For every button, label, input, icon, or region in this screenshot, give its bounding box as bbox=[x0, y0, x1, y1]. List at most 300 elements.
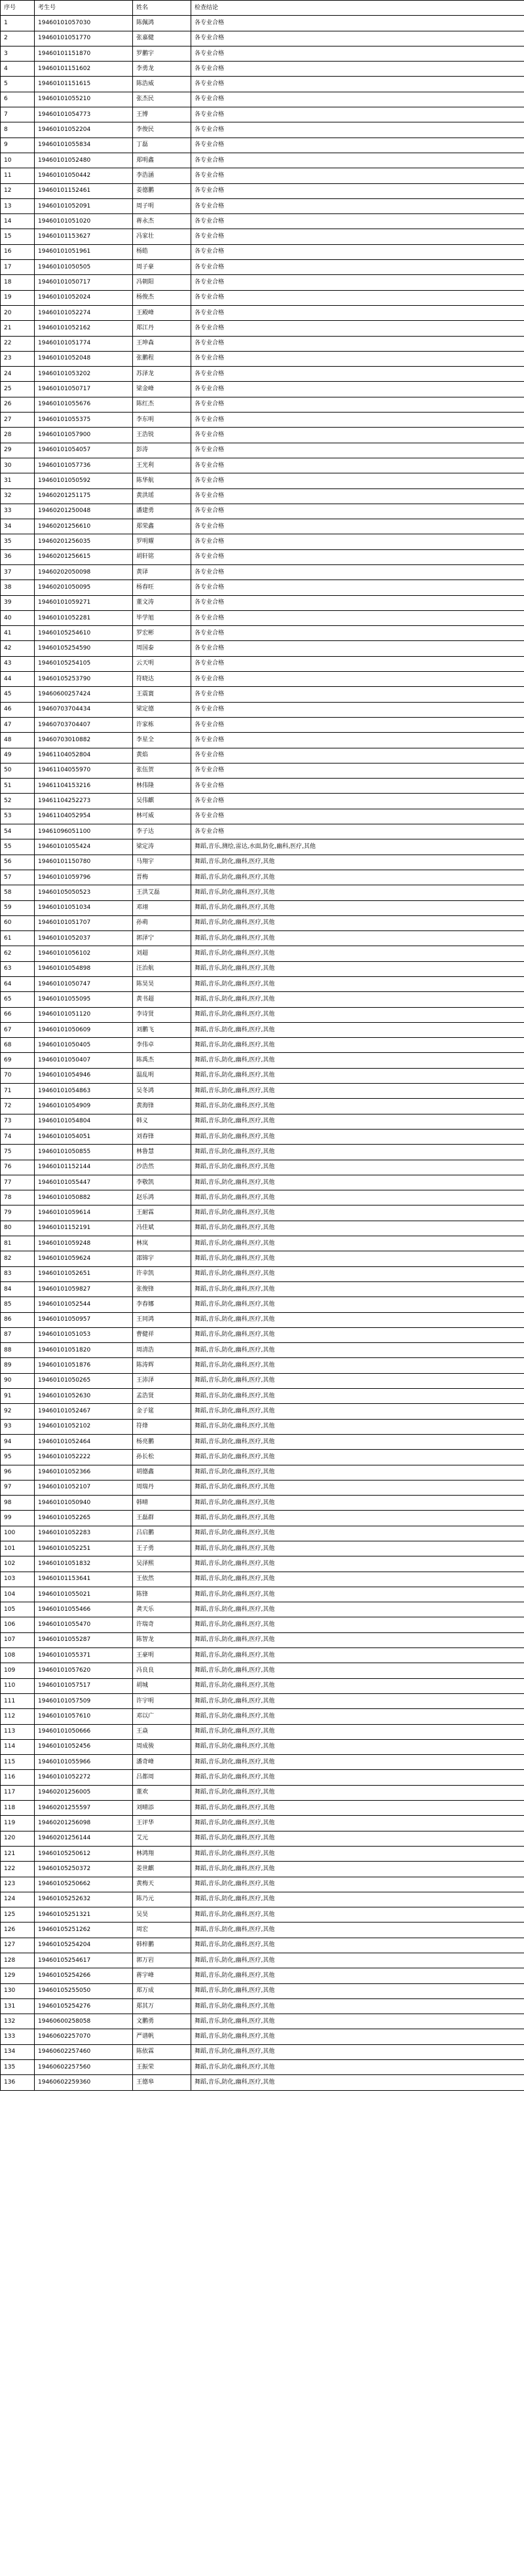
cell-conclusion: 舞蹈,音乐,防化,幽科,医疗,其他 bbox=[191, 1862, 524, 1877]
table-row bbox=[1, 138, 524, 153]
table-row bbox=[1, 397, 524, 412]
cell-candidate-no: 19460101055834 bbox=[35, 138, 133, 153]
cell-index: 23 bbox=[1, 351, 35, 366]
table-row bbox=[1, 1297, 524, 1312]
cell-conclusion: 各专业合格 bbox=[191, 580, 524, 595]
cell-index: 39 bbox=[1, 595, 35, 610]
cell-conclusion: 各专业合格 bbox=[191, 351, 524, 366]
cell-name: 许宇明 bbox=[133, 1693, 191, 1708]
cell-conclusion: 舞蹈,音乐,防化,幽科,医疗,其他 bbox=[191, 1648, 524, 1663]
cell-name: 周子豪 bbox=[133, 260, 191, 275]
cell-name: 郭泽宁 bbox=[133, 931, 191, 946]
cell-candidate-no: 19460105250372 bbox=[35, 1862, 133, 1877]
cell-conclusion: 舞蹈,音乐,防化,幽科,医疗,其他 bbox=[191, 1205, 524, 1221]
table-row bbox=[1, 839, 524, 855]
cell-name: 冯佳斌 bbox=[133, 1221, 191, 1236]
cell-candidate-no: 19460600258058 bbox=[35, 2014, 133, 2029]
cell-conclusion: 各专业合格 bbox=[191, 595, 524, 610]
cell-index: 109 bbox=[1, 1663, 35, 1678]
cell-name: 黄焰 bbox=[133, 748, 191, 763]
cell-name: 严谱帆 bbox=[133, 2029, 191, 2044]
cell-name: 汪治航 bbox=[133, 961, 191, 976]
cell-candidate-no: 19460101051053 bbox=[35, 1327, 133, 1342]
cell-candidate-no: 19460101052162 bbox=[35, 321, 133, 336]
cell-name: 蒋宇峰 bbox=[133, 1968, 191, 1983]
table-row bbox=[1, 1373, 524, 1388]
cell-conclusion: 各专业合格 bbox=[191, 488, 524, 504]
cell-index: 98 bbox=[1, 1496, 35, 1511]
cell-name: 陈红杰 bbox=[133, 397, 191, 412]
cell-index: 134 bbox=[1, 2044, 35, 2059]
cell-candidate-no: 19460101057736 bbox=[35, 458, 133, 473]
cell-candidate-no: 19460105255050 bbox=[35, 1983, 133, 1998]
cell-candidate-no: 19460101050717 bbox=[35, 275, 133, 290]
cell-name: 冯朝阳 bbox=[133, 275, 191, 290]
cell-candidate-no: 19460201255597 bbox=[35, 1801, 133, 1816]
cell-conclusion: 各专业合格 bbox=[191, 626, 524, 641]
cell-index: 50 bbox=[1, 763, 35, 778]
cell-name: 张俊锋 bbox=[133, 1281, 191, 1297]
table-row bbox=[1, 855, 524, 870]
cell-name: 王豪明 bbox=[133, 1648, 191, 1663]
table-row bbox=[1, 1892, 524, 1907]
cell-candidate-no: 19460101055447 bbox=[35, 1175, 133, 1190]
cell-index: 93 bbox=[1, 1419, 35, 1434]
table-row bbox=[1, 641, 524, 656]
table-row bbox=[1, 260, 524, 275]
cell-name: 陈昊昊 bbox=[133, 977, 191, 992]
cell-name: 韩晴 bbox=[133, 1496, 191, 1511]
cell-name: 许家栋 bbox=[133, 717, 191, 732]
cell-conclusion: 舞蹈,音乐,防化,幽科,医疗,其他 bbox=[191, 931, 524, 946]
table-row bbox=[1, 1251, 524, 1266]
cell-candidate-no: 19460201050095 bbox=[35, 580, 133, 595]
cell-conclusion: 各专业合格 bbox=[191, 564, 524, 580]
cell-candidate-no: 19460105253790 bbox=[35, 672, 133, 687]
cell-index: 40 bbox=[1, 610, 35, 625]
cell-candidate-no: 19460101059796 bbox=[35, 870, 133, 885]
cell-name: 林伟隆 bbox=[133, 779, 191, 794]
cell-candidate-no: 19460101050505 bbox=[35, 260, 133, 275]
cell-candidate-no: 19460600257424 bbox=[35, 687, 133, 702]
cell-name: 刘春锋 bbox=[133, 1129, 191, 1144]
table-row bbox=[1, 305, 524, 320]
header-row bbox=[1, 1, 524, 16]
cell-candidate-no: 19460602257070 bbox=[35, 2029, 133, 2044]
cell-name: 李伟卓 bbox=[133, 1038, 191, 1053]
cell-candidate-no: 19460101055466 bbox=[35, 1602, 133, 1617]
cell-name: 李勇龙 bbox=[133, 62, 191, 77]
cell-candidate-no: 19460101050592 bbox=[35, 473, 133, 488]
cell-conclusion: 舞蹈,音乐,防化,幽科,医疗,其他 bbox=[191, 1251, 524, 1266]
cell-index: 20 bbox=[1, 305, 35, 320]
cell-name: 李俊民 bbox=[133, 122, 191, 138]
cell-candidate-no: 19460101052544 bbox=[35, 1297, 133, 1312]
cell-candidate-no: 19460101055676 bbox=[35, 397, 133, 412]
header-name: 姓名 bbox=[133, 1, 191, 16]
cell-name: 林岚 bbox=[133, 1236, 191, 1251]
cell-name: 陈禹杰 bbox=[133, 1053, 191, 1068]
cell-candidate-no: 19460101052651 bbox=[35, 1266, 133, 1281]
cell-index: 135 bbox=[1, 2060, 35, 2075]
cell-name: 文鹏勇 bbox=[133, 2014, 191, 2029]
cell-name: 梁定涛 bbox=[133, 839, 191, 855]
header-index: 序号 bbox=[1, 1, 35, 16]
cell-candidate-no: 19460101052464 bbox=[35, 1434, 133, 1449]
table-row bbox=[1, 2060, 524, 2075]
cell-candidate-no: 19460105254590 bbox=[35, 641, 133, 656]
cell-name: 王沛泽 bbox=[133, 1373, 191, 1388]
cell-name: 周国泰 bbox=[133, 641, 191, 656]
cell-candidate-no: 19460101151602 bbox=[35, 62, 133, 77]
table-row bbox=[1, 1831, 524, 1846]
cell-conclusion: 各专业合格 bbox=[191, 31, 524, 46]
cell-candidate-no: 19460101054804 bbox=[35, 1114, 133, 1129]
cell-conclusion: 舞蹈,音乐,防化,幽科,医疗,其他 bbox=[191, 1953, 524, 1968]
cell-candidate-no: 19460101052281 bbox=[35, 610, 133, 625]
cell-conclusion: 各专业合格 bbox=[191, 397, 524, 412]
cell-index: 38 bbox=[1, 580, 35, 595]
cell-conclusion: 各专业合格 bbox=[191, 656, 524, 671]
cell-index: 4 bbox=[1, 62, 35, 77]
table-row bbox=[1, 977, 524, 992]
cell-conclusion: 各专业合格 bbox=[191, 260, 524, 275]
cell-index: 58 bbox=[1, 885, 35, 900]
cell-name: 吕都周 bbox=[133, 1770, 191, 1785]
cell-conclusion: 舞蹈,音乐,防化,幽科,医疗,其他 bbox=[191, 1343, 524, 1358]
table-row bbox=[1, 564, 524, 580]
cell-index: 76 bbox=[1, 1160, 35, 1175]
cell-conclusion: 舞蹈,音乐,防化,幽科,医疗,其他 bbox=[191, 1998, 524, 2014]
cell-candidate-no: 19460101054773 bbox=[35, 107, 133, 122]
cell-index: 14 bbox=[1, 214, 35, 229]
cell-index: 126 bbox=[1, 1923, 35, 1938]
cell-candidate-no: 19460101051120 bbox=[35, 1007, 133, 1022]
cell-candidate-no: 19460101050717 bbox=[35, 382, 133, 397]
cell-index: 55 bbox=[1, 839, 35, 855]
cell-index: 114 bbox=[1, 1739, 35, 1754]
cell-index: 26 bbox=[1, 397, 35, 412]
cell-index: 47 bbox=[1, 717, 35, 732]
table-row bbox=[1, 1266, 524, 1281]
cell-conclusion: 各专业合格 bbox=[191, 16, 524, 31]
table-row bbox=[1, 1281, 524, 1297]
cell-index: 75 bbox=[1, 1145, 35, 1160]
cell-index: 90 bbox=[1, 1373, 35, 1388]
cell-candidate-no: 19460101057900 bbox=[35, 428, 133, 443]
cell-name: 张杰民 bbox=[133, 92, 191, 107]
cell-name: 陈华航 bbox=[133, 473, 191, 488]
cell-candidate-no: 19460101051774 bbox=[35, 336, 133, 351]
cell-index: 100 bbox=[1, 1526, 35, 1541]
cell-name: 冯良良 bbox=[133, 1663, 191, 1678]
cell-conclusion: 舞蹈,音乐,防化,幽科,医疗,其他 bbox=[191, 1038, 524, 1053]
cell-name: 金子筵 bbox=[133, 1404, 191, 1419]
cell-candidate-no: 19460101052091 bbox=[35, 198, 133, 213]
cell-candidate-no: 19460101055021 bbox=[35, 1587, 133, 1602]
table-row bbox=[1, 62, 524, 77]
cell-candidate-no: 19460101054863 bbox=[35, 1084, 133, 1099]
cell-conclusion: 舞蹈,音乐,防化,幽科,医疗,其他 bbox=[191, 1907, 524, 1923]
table-row bbox=[1, 1877, 524, 1892]
cell-index: 57 bbox=[1, 870, 35, 885]
cell-candidate-no: 19460105252632 bbox=[35, 1892, 133, 1907]
cell-candidate-no: 19460602257560 bbox=[35, 2060, 133, 2075]
cell-index: 62 bbox=[1, 946, 35, 961]
cell-candidate-no: 19460101054909 bbox=[35, 1099, 133, 1114]
cell-index: 45 bbox=[1, 687, 35, 702]
cell-conclusion: 舞蹈,音乐,防化,幽科,医疗,其他 bbox=[191, 900, 524, 915]
table-row bbox=[1, 1526, 524, 1541]
cell-index: 22 bbox=[1, 336, 35, 351]
cell-conclusion: 各专业合格 bbox=[191, 534, 524, 549]
table-row bbox=[1, 931, 524, 946]
table-row bbox=[1, 183, 524, 198]
table-row bbox=[1, 1617, 524, 1632]
cell-conclusion: 舞蹈,音乐,防化,幽科,医疗,其他 bbox=[191, 1022, 524, 1037]
table-row bbox=[1, 1602, 524, 1617]
cell-conclusion: 舞蹈,音乐,防化,幽科,医疗,其他 bbox=[191, 1434, 524, 1449]
cell-candidate-no: 19460101050882 bbox=[35, 1190, 133, 1205]
cell-name: 王洪艾磊 bbox=[133, 885, 191, 900]
cell-name: 符晓达 bbox=[133, 672, 191, 687]
cell-index: 117 bbox=[1, 1785, 35, 1800]
table-row bbox=[1, 687, 524, 702]
table-row bbox=[1, 1693, 524, 1708]
cell-index: 124 bbox=[1, 1892, 35, 1907]
cell-candidate-no: 19460101054051 bbox=[35, 1129, 133, 1144]
cell-index: 19 bbox=[1, 290, 35, 305]
table-row bbox=[1, 717, 524, 732]
cell-name: 王耐霖 bbox=[133, 1205, 191, 1221]
cell-index: 127 bbox=[1, 1938, 35, 1953]
cell-name: 艾元 bbox=[133, 1831, 191, 1846]
cell-candidate-no: 19460101052102 bbox=[35, 1419, 133, 1434]
cell-index: 133 bbox=[1, 2029, 35, 2044]
cell-name: 胡德鑫 bbox=[133, 1465, 191, 1480]
cell-conclusion: 舞蹈,音乐,防化,幽科,医疗,其他 bbox=[191, 1846, 524, 1861]
cell-conclusion: 各专业合格 bbox=[191, 809, 524, 824]
table-row bbox=[1, 885, 524, 900]
table-row bbox=[1, 31, 524, 46]
table-row bbox=[1, 443, 524, 458]
cell-conclusion: 舞蹈,音乐,防化,幽科,医疗,其他 bbox=[191, 946, 524, 961]
table-row bbox=[1, 428, 524, 443]
table-row bbox=[1, 2075, 524, 2090]
cell-candidate-no: 19460201256610 bbox=[35, 519, 133, 534]
cell-candidate-no: 19460101050405 bbox=[35, 1038, 133, 1053]
table-row bbox=[1, 168, 524, 183]
cell-conclusion: 各专业合格 bbox=[191, 214, 524, 229]
table-row bbox=[1, 198, 524, 213]
cell-candidate-no: 19460201256098 bbox=[35, 1816, 133, 1831]
cell-index: 43 bbox=[1, 656, 35, 671]
cell-name: 吴昊 bbox=[133, 1907, 191, 1923]
table-row bbox=[1, 1785, 524, 1800]
cell-index: 79 bbox=[1, 1205, 35, 1221]
cell-name: 董文涛 bbox=[133, 595, 191, 610]
table-row bbox=[1, 1175, 524, 1190]
table-row bbox=[1, 1327, 524, 1342]
cell-conclusion: 舞蹈,音乐,防化,幽科,医疗,其他 bbox=[191, 1541, 524, 1556]
table-row bbox=[1, 992, 524, 1007]
cell-index: 42 bbox=[1, 641, 35, 656]
table-row bbox=[1, 1953, 524, 1968]
cell-index: 112 bbox=[1, 1709, 35, 1724]
cell-index: 99 bbox=[1, 1511, 35, 1526]
table-row bbox=[1, 1465, 524, 1480]
table-row bbox=[1, 534, 524, 549]
cell-conclusion: 舞蹈,音乐,防化,幽科,医疗,其他 bbox=[191, 1968, 524, 1983]
cell-index: 52 bbox=[1, 794, 35, 809]
cell-index: 68 bbox=[1, 1038, 35, 1053]
cell-index: 41 bbox=[1, 626, 35, 641]
cell-index: 125 bbox=[1, 1907, 35, 1923]
cell-conclusion: 各专业合格 bbox=[191, 428, 524, 443]
cell-candidate-no: 19460101052274 bbox=[35, 305, 133, 320]
cell-candidate-no: 19460101051820 bbox=[35, 1343, 133, 1358]
cell-conclusion: 舞蹈,音乐,防化,幽科,医疗,其他 bbox=[191, 1084, 524, 1099]
cell-name: 黄海锋 bbox=[133, 1099, 191, 1114]
table-row bbox=[1, 1572, 524, 1587]
cell-conclusion: 各专业合格 bbox=[191, 824, 524, 839]
cell-name: 许瑞奇 bbox=[133, 1617, 191, 1632]
table-row bbox=[1, 2014, 524, 2029]
cell-candidate-no: 19460101057610 bbox=[35, 1709, 133, 1724]
cell-conclusion: 舞蹈,音乐,防化,幽科,医疗,其他 bbox=[191, 1617, 524, 1632]
table-row bbox=[1, 46, 524, 61]
cell-candidate-no: 19460101151615 bbox=[35, 77, 133, 92]
cell-name: 陈智龙 bbox=[133, 1632, 191, 1647]
cell-candidate-no: 19461104052954 bbox=[35, 809, 133, 824]
cell-index: 64 bbox=[1, 977, 35, 992]
cell-conclusion: 各专业合格 bbox=[191, 519, 524, 534]
table-row bbox=[1, 748, 524, 763]
cell-index: 91 bbox=[1, 1389, 35, 1404]
cell-conclusion: 舞蹈,音乐,防化,幽科,医疗,其他 bbox=[191, 1373, 524, 1388]
cell-index: 73 bbox=[1, 1114, 35, 1129]
table-row bbox=[1, 763, 524, 778]
cell-conclusion: 舞蹈,音乐,防化,幽科,医疗,其他 bbox=[191, 1465, 524, 1480]
table-row bbox=[1, 1038, 524, 1053]
cell-name: 邵锦宇 bbox=[133, 1251, 191, 1266]
cell-name: 黄洪瑶 bbox=[133, 488, 191, 504]
cell-conclusion: 各专业合格 bbox=[191, 763, 524, 778]
cell-conclusion: 舞蹈,音乐,防化,幽科,医疗,其他 bbox=[191, 1389, 524, 1404]
cell-index: 86 bbox=[1, 1312, 35, 1327]
cell-index: 83 bbox=[1, 1266, 35, 1281]
table-row bbox=[1, 1496, 524, 1511]
cell-conclusion: 各专业合格 bbox=[191, 733, 524, 748]
cell-name: 刘晴添 bbox=[133, 1801, 191, 1816]
table-row bbox=[1, 153, 524, 168]
cell-name: 符烽 bbox=[133, 1419, 191, 1434]
table-row bbox=[1, 1160, 524, 1175]
cell-index: 13 bbox=[1, 198, 35, 213]
cell-conclusion: 舞蹈,音乐,防化,幽科,医疗,其他 bbox=[191, 1007, 524, 1022]
table-row bbox=[1, 1663, 524, 1678]
cell-candidate-no: 19460101055095 bbox=[35, 992, 133, 1007]
cell-index: 84 bbox=[1, 1281, 35, 1297]
table-row bbox=[1, 1938, 524, 1953]
cell-name: 刘鹏飞 bbox=[133, 1022, 191, 1037]
cell-conclusion: 各专业合格 bbox=[191, 702, 524, 717]
cell-name: 董欢 bbox=[133, 1785, 191, 1800]
cell-conclusion: 各专业合格 bbox=[191, 549, 524, 564]
cell-conclusion: 各专业合格 bbox=[191, 321, 524, 336]
cell-conclusion: 各专业合格 bbox=[191, 168, 524, 183]
cell-candidate-no: 19460101051707 bbox=[35, 915, 133, 930]
table-row bbox=[1, 275, 524, 290]
cell-conclusion: 舞蹈,音乐,防化,幽科,医疗,其他 bbox=[191, 2075, 524, 2090]
cell-name: 罗鹏宇 bbox=[133, 46, 191, 61]
cell-conclusion: 各专业合格 bbox=[191, 672, 524, 687]
cell-candidate-no: 19460101059248 bbox=[35, 1236, 133, 1251]
table-row bbox=[1, 702, 524, 717]
cell-index: 78 bbox=[1, 1190, 35, 1205]
cell-conclusion: 舞蹈,音乐,防化,幽科,医疗,其他 bbox=[191, 1450, 524, 1465]
cell-candidate-no: 19460101055424 bbox=[35, 839, 133, 855]
cell-index: 34 bbox=[1, 519, 35, 534]
cell-conclusion: 舞蹈,音乐,防化,幽科,医疗,其他 bbox=[191, 1938, 524, 1953]
table-row bbox=[1, 214, 524, 229]
cell-conclusion: 舞蹈,音乐,防化,幽科,医疗,其他 bbox=[191, 1266, 524, 1281]
cell-name: 周子明 bbox=[133, 198, 191, 213]
cell-index: 120 bbox=[1, 1831, 35, 1846]
table-row bbox=[1, 1022, 524, 1037]
cell-conclusion: 各专业合格 bbox=[191, 717, 524, 732]
cell-conclusion: 各专业合格 bbox=[191, 290, 524, 305]
cell-name: 黄译 bbox=[133, 564, 191, 580]
cell-conclusion: 舞蹈,音乐,防化,幽科,医疗,其他 bbox=[191, 1739, 524, 1754]
cell-conclusion: 各专业合格 bbox=[191, 77, 524, 92]
table-row bbox=[1, 1923, 524, 1938]
cell-candidate-no: 19460101052204 bbox=[35, 122, 133, 138]
cell-name: 王振荣 bbox=[133, 2060, 191, 2075]
cell-conclusion: 舞蹈,音乐,防化,幽科,医疗,其他 bbox=[191, 885, 524, 900]
cell-name: 张嘉健 bbox=[133, 31, 191, 46]
cell-candidate-no: 19460105250612 bbox=[35, 1846, 133, 1861]
cell-candidate-no: 19460101052265 bbox=[35, 1511, 133, 1526]
table-row bbox=[1, 1862, 524, 1877]
table-row bbox=[1, 809, 524, 824]
cell-conclusion: 舞蹈,音乐,防化,幽科,医疗,其他 bbox=[191, 1602, 524, 1617]
table-row bbox=[1, 1419, 524, 1434]
cell-index: 116 bbox=[1, 1770, 35, 1785]
cell-candidate-no: 19461104055970 bbox=[35, 763, 133, 778]
cell-conclusion: 舞蹈,音乐,防化,幽科,医疗,其他 bbox=[191, 1572, 524, 1587]
cell-candidate-no: 19460105254610 bbox=[35, 626, 133, 641]
cell-index: 32 bbox=[1, 488, 35, 504]
cell-index: 60 bbox=[1, 915, 35, 930]
cell-candidate-no: 19460101051020 bbox=[35, 214, 133, 229]
table-row bbox=[1, 779, 524, 794]
cell-name: 云天明 bbox=[133, 656, 191, 671]
cell-index: 136 bbox=[1, 2075, 35, 2090]
cell-candidate-no: 19460101052024 bbox=[35, 290, 133, 305]
cell-name: 郑荣鑫 bbox=[133, 519, 191, 534]
cell-candidate-no: 19460101050609 bbox=[35, 1022, 133, 1037]
cell-conclusion: 舞蹈,音乐,防化,幽科,医疗,其他 bbox=[191, 1877, 524, 1892]
table-row bbox=[1, 290, 524, 305]
cell-name: 陈乃元 bbox=[133, 1892, 191, 1907]
cell-index: 69 bbox=[1, 1053, 35, 1068]
cell-candidate-no: 19460101054898 bbox=[35, 961, 133, 976]
cell-name: 孟浩贤 bbox=[133, 1389, 191, 1404]
cell-index: 18 bbox=[1, 275, 35, 290]
cell-index: 25 bbox=[1, 382, 35, 397]
cell-candidate-no: 19461104052804 bbox=[35, 748, 133, 763]
